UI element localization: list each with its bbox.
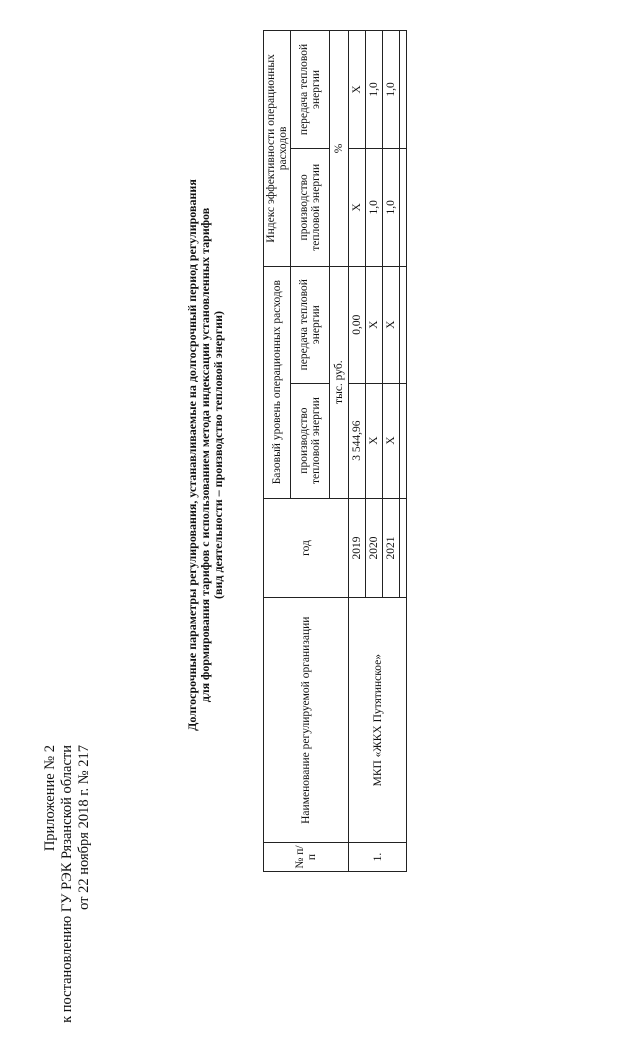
appendix-line-1: Приложение № 2 bbox=[42, 745, 58, 852]
appendix-block bbox=[42, 745, 93, 1045]
title-line-3: (вид деятельности – производство тепловой энергии) bbox=[211, 310, 225, 600]
cell-year: 2019 bbox=[349, 498, 366, 598]
header-year: год bbox=[264, 498, 349, 598]
cell-index-production: 1,0 bbox=[366, 148, 383, 266]
cell-empty bbox=[400, 266, 407, 383]
cell-base-transfer: Х bbox=[366, 266, 383, 383]
cell-index-production: Х bbox=[349, 148, 366, 266]
cell-empty bbox=[400, 148, 407, 266]
cell-empty bbox=[400, 498, 407, 598]
header-num: № п/п bbox=[264, 843, 349, 872]
cell-empty bbox=[400, 31, 407, 149]
title-line-2: для формирования тарифов с использованием метода индексации установленных тарифов bbox=[198, 207, 212, 703]
header-org: Наименование регулируемой организации bbox=[264, 598, 349, 843]
cell-year: 2020 bbox=[366, 498, 383, 598]
cell-base-production: Х bbox=[383, 383, 400, 498]
cell-index-transfer: 1,0 bbox=[383, 31, 400, 149]
cell-empty bbox=[400, 383, 407, 498]
appendix-line-3: от 22 ноября 2018 г. № 217 bbox=[76, 745, 92, 910]
unit-thousand-rub: тыс. руб. bbox=[330, 266, 349, 498]
header-base-transfer: передача тепловой энергии bbox=[291, 266, 330, 383]
parameters-table bbox=[263, 30, 407, 872]
title-line-1: Долгосрочные параметры регулирования, устанавливаемые на долгосрочный период регулирования bbox=[185, 179, 199, 731]
row-num: 1. bbox=[349, 843, 407, 872]
appendix-line-2: к постановлению ГУ РЭК Рязанской области bbox=[59, 745, 75, 1023]
header-index-transfer: передача тепловой энергии bbox=[291, 31, 330, 149]
cell-base-production: 3 544,96 bbox=[349, 383, 366, 498]
header-base-production: производство тепловой энергии bbox=[291, 383, 330, 498]
header-index-production: производство тепловой энергии bbox=[291, 148, 330, 266]
cell-index-transfer: 1,0 bbox=[366, 31, 383, 149]
cell-year: 2021 bbox=[383, 498, 400, 598]
cell-index-production: 1,0 bbox=[383, 148, 400, 266]
header-base-level: Базовый уровень операционных расходов bbox=[264, 266, 291, 498]
document-title bbox=[186, 155, 225, 755]
cell-base-transfer: 0,00 bbox=[349, 266, 366, 383]
cell-base-transfer: Х bbox=[383, 266, 400, 383]
row-org-name: МКП «ЖКХ Путятинское» bbox=[349, 598, 407, 843]
cell-index-transfer: Х bbox=[349, 31, 366, 149]
header-efficiency-index: Индекс эффективности операционных расходов bbox=[264, 31, 291, 267]
unit-percent: % bbox=[330, 31, 349, 267]
cell-base-production: Х bbox=[366, 383, 383, 498]
